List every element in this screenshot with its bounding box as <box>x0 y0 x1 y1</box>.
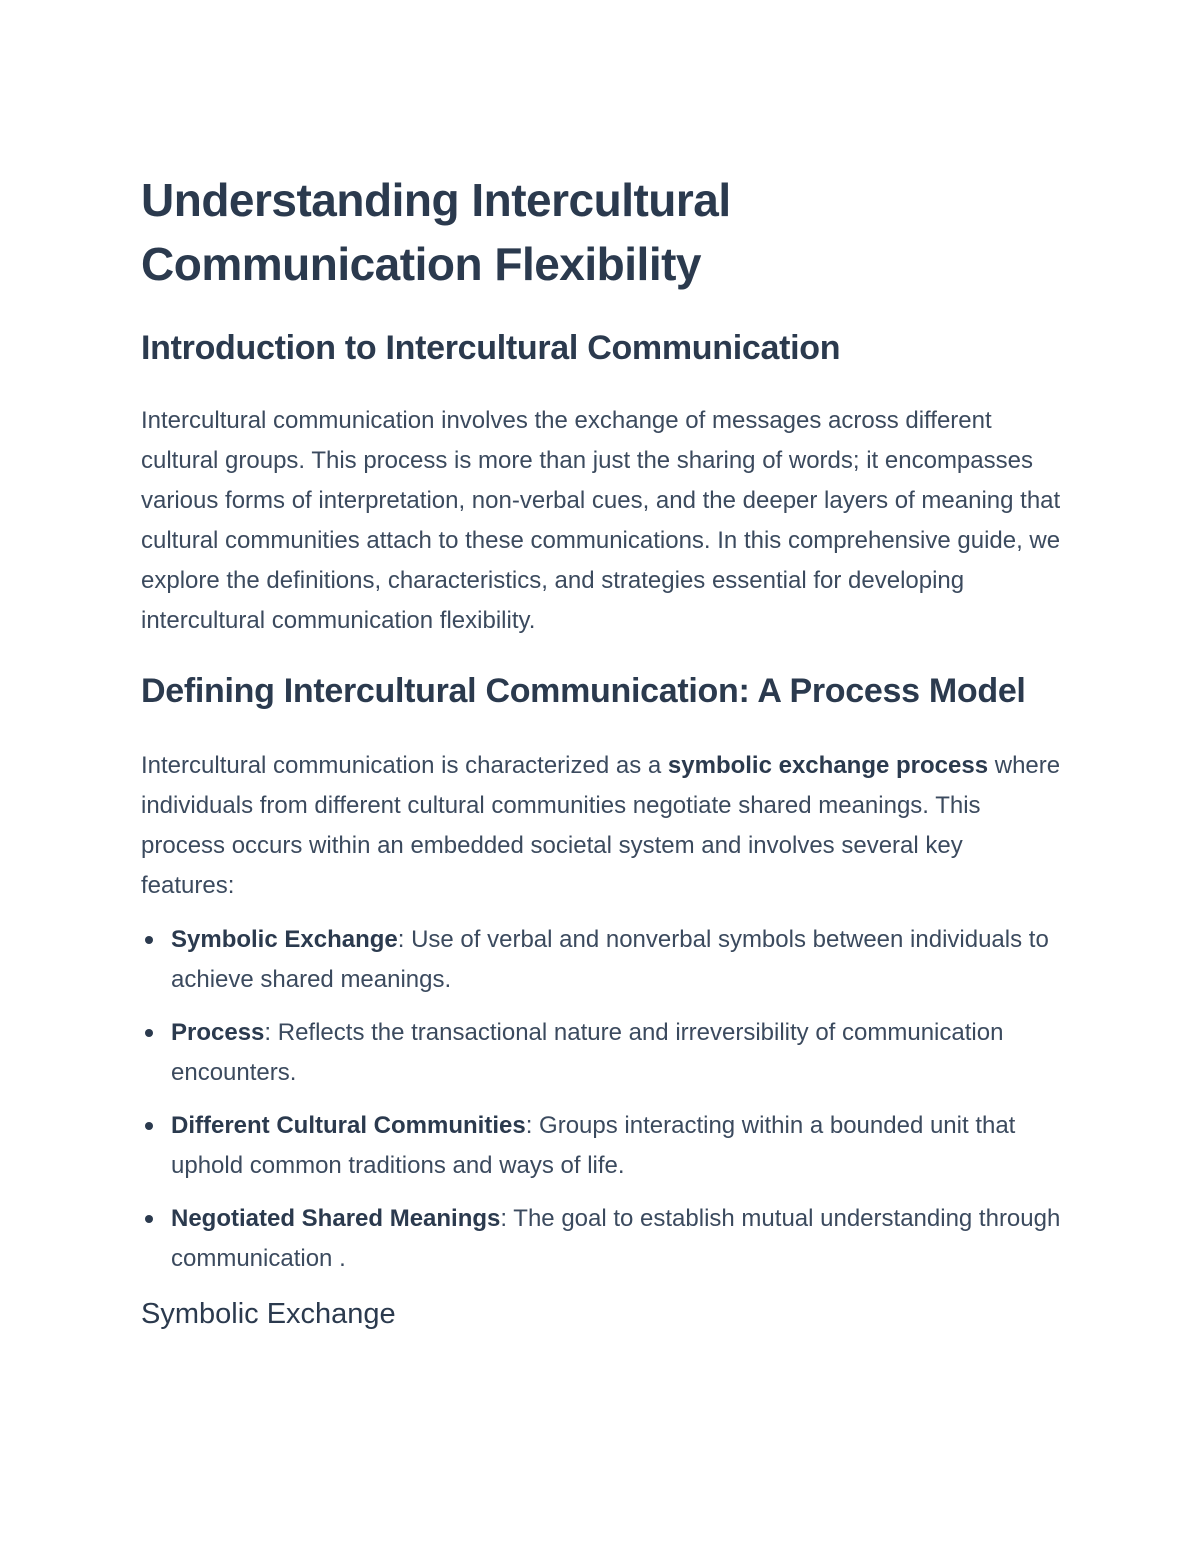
symbolic-exchange-subheading: Symbolic Exchange <box>141 1298 396 1330</box>
list-item <box>141 1199 1061 1279</box>
definition-bold-term: symbolic exchange process <box>667 752 989 779</box>
feature-description: : Reflects the transactional nature and irreversibility of communication encounters. <box>171 1019 1004 1086</box>
feature-description: : The goal to establish mutual understanding through communication . <box>171 1205 1061 1272</box>
intro-heading: Introduction to Intercultural Communication <box>141 329 841 367</box>
definition-text-before: Intercultural communication is characterized as a <box>141 752 668 779</box>
list-item <box>141 1013 1061 1093</box>
feature-term: Process <box>171 1019 265 1046</box>
feature-description: : Groups interacting within a bounded unit that uphold common traditions and ways of life. <box>171 1112 1016 1179</box>
definition-paragraph <box>141 746 1061 906</box>
definition-heading: Defining Intercultural Communication: A Process Model <box>141 672 1026 710</box>
feature-list <box>141 920 1061 1279</box>
list-item <box>141 1106 1061 1186</box>
intro-paragraph: Intercultural communication involves the exchange of messages across different cultural groups. This process is more than just the sharing of words; it encompasses various forms of interpretation, non-verbal cues, and the deeper layers of meaning that cultural communities attach to these communications. In this comprehensive guide, we explore the definitions, characteristics, and strategies essential for developing intercultural communication flexibility. <box>141 407 1061 634</box>
feature-term: Different Cultural Communities <box>171 1112 526 1139</box>
document-page <box>141 168 1061 1336</box>
feature-description: : Use of verbal and nonverbal symbols between individuals to achieve shared meanings. <box>171 926 1049 993</box>
bullet-icon <box>145 1215 153 1223</box>
bullet-icon <box>145 1122 153 1130</box>
feature-term: Symbolic Exchange <box>171 926 398 953</box>
definition-text-after: where individuals from different cultural communities negotiate shared meanings. This process occurs within an embedded societal system and involves several key features: <box>141 752 1061 899</box>
feature-term: Negotiated Shared Meanings <box>171 1205 501 1232</box>
list-item <box>141 920 1061 1000</box>
bullet-icon <box>145 936 153 944</box>
document-title: Understanding Intercultural Communication Flexibility <box>141 174 731 290</box>
bullet-icon <box>145 1029 153 1037</box>
